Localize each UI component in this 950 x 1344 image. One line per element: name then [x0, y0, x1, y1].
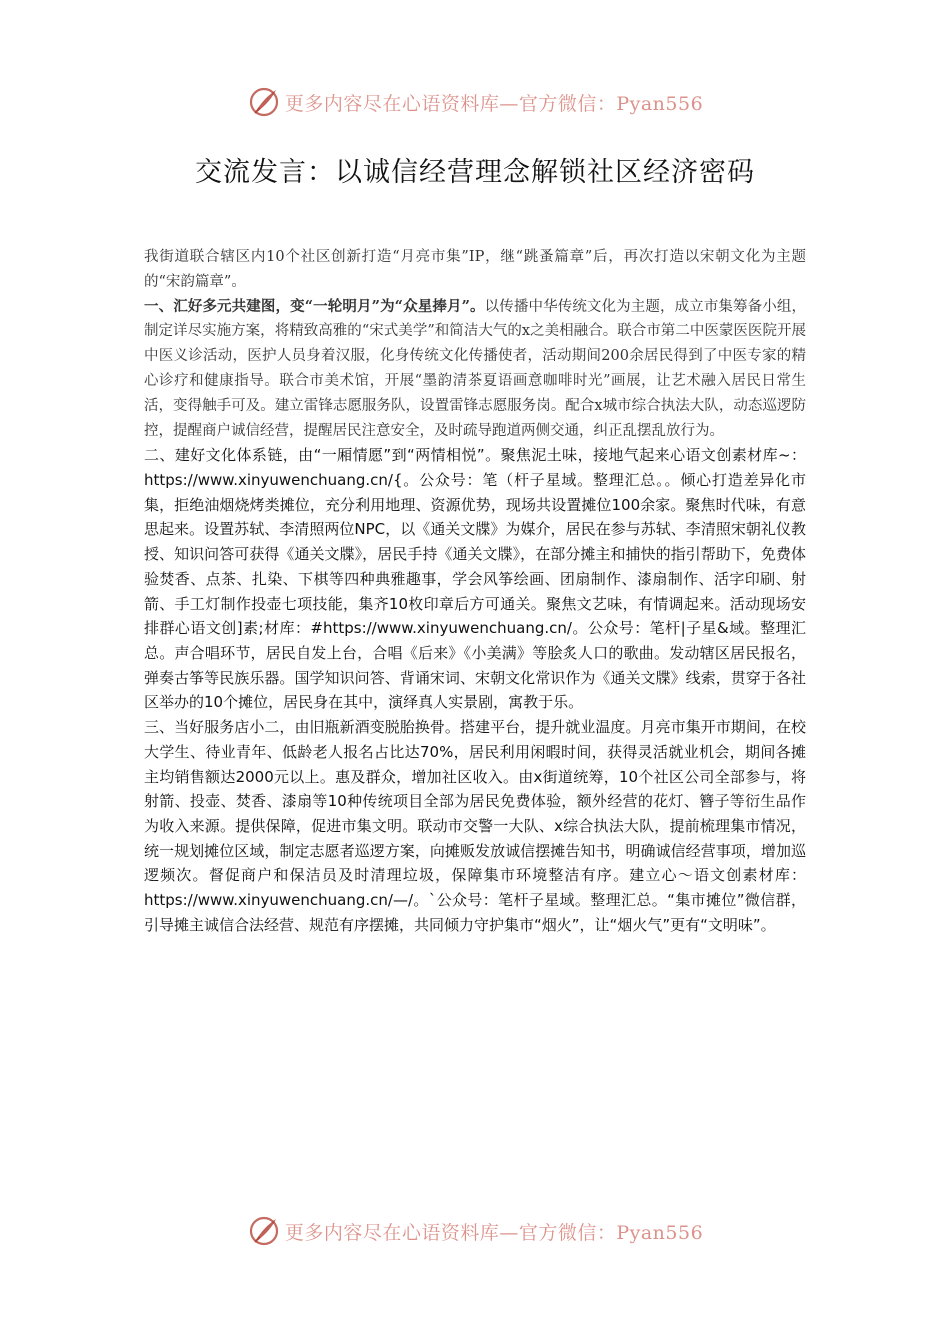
watermark-text: 更多内容尽在心语资料库—官方微信：Pyan556 — [284, 1221, 704, 1244]
quill-logo-icon — [247, 85, 281, 119]
intro-paragraph: 我街道联合辖区内10个社区创新打造“月亮市集”IP，继“跳蚤篇章”后，再次打造以宋朝文化为主题的“宋韵篇章”。 — [144, 249, 806, 290]
section-3-paragraph: 三、当好服务店小二，由旧瓶新酒变脱胎换骨。搭建平台，提升就业温度。月亮市集开市期间，在校大学生、待业青年、低龄老人报名占比达70%，居民利用闲暇时间，获得灵活就业机会，期间各摊主均销售额达2000元以上。惠及群众，增加社区收入。由x街道统筹，10个社区公司全部参与，将射箭、投壶、焚香、漆扇等10种传统项目全部为居民免费体验，额外经营的花灯、簪子等衍生品作为收入来源。提供保障，促进市集文明。联动市交警一大队、x综合执法大队，提前梳理集市情况，统一规划摊位区域，制定志愿者巡逻方案，向摊贩发放诚信摆摊告知书，明确诚信经营事项，增加巡逻频次。督促商户和保洁员及时清理垃圾，保障集市环境整洁有序。建立心～语文创素材库：https://www.xinyuwenchuang.cn/—/。`公众号：笔杆子星域。整理汇总。“集市摊位”微信群，引导摊主诚信合法经营、规范有序摆摊，共同倾力守护集市“烟火”，让“烟火气”更有“文明味”。 — [144, 718, 806, 934]
document-title: 交流发言：以诚信经营理念解锁社区经济密码 — [195, 157, 755, 188]
header-watermark — [0, 82, 950, 122]
section-1-text: 以传播中华传统文化为主题，成立市集筹备小组，制定详尽实施方案，将精致高雅的“宋式美学”和简洁大气的x之美相融合。联合市第二中医蒙医医院开展中医义诊活动，医护人员身着汉服，化身传统文化传播使者，活动期间200余居民得到了中医专家的精心诊疗和健康指导。联合市美术馆，开展“墨韵清茶夏语画意咖啡时光”画展，让艺术融入居民日常生活，变得触手可及。建立雷锋志愿服务队，设置雷锋志愿服务岗。配合x城市综合执法大队，动态巡逻防控，提醒商户诚信经营，提醒居民注意安全，及时疏导跑道两侧交通，纠正乱摆乱放行为。 — [144, 298, 806, 439]
watermark-text: 更多内容尽在心语资料库—官方微信：Pyan556 — [284, 92, 704, 115]
section-1-heading: 一、汇好多元共建图，变“一轮明月”为“众星捧月”。 — [144, 297, 485, 315]
section-2-paragraph: 二、建好文化体系链，由“一厢情愿”到“两情相悦”。聚焦泥土味，接地气起来心语文创素材库~：https://www.xinyuwenchuang.cn/{。公众号：笔（杆子星域。整理汇总。。倾心打造差异化市集，拒绝油烟烧烤类摊位，充分利用地理、资源优势，现场共设置摊位100余家。聚焦时代味，有意思起来。设置苏轼、李清照两位NPC，以《通关文牒》为媒介，居民在参与苏轼、李清照宋朝礼仪教授、知识问答可获得《通关文牒》，居民手持《通关文牒》，在部分摊主和捕快的指引帮助下，免费体验焚香、点茶、扎染、下棋等四种典雅趣事，学会风筝绘画、团扇制作、漆扇制作、活字印刷、射箭、手工灯制作投壶七项技能，集齐10枚印章后方可通关。聚焦文艺味，有情调起来。活动现场安排群心语文创]素;材库：#https://www.xinyuwenchuang.cn/。公众号：笔杆|子星&域。整理汇总。声合唱环节，居民自发上台，合唱《后来》《小美满》等脍炙人口的歌曲。发动辖区居民报名，弹奏古筝等民族乐器。国学知识问答、背诵宋词、宋朝文化常识作为《通关文牒》线索，贯穿于各社区举办的10个摊位，居民身在其中，演绎真人实景剧，寓教于乐。 — [144, 446, 806, 712]
footer-watermark — [0, 1211, 950, 1251]
quill-logo-icon — [247, 1214, 281, 1248]
section-1-paragraph — [144, 295, 806, 444]
document-body — [144, 245, 806, 937]
